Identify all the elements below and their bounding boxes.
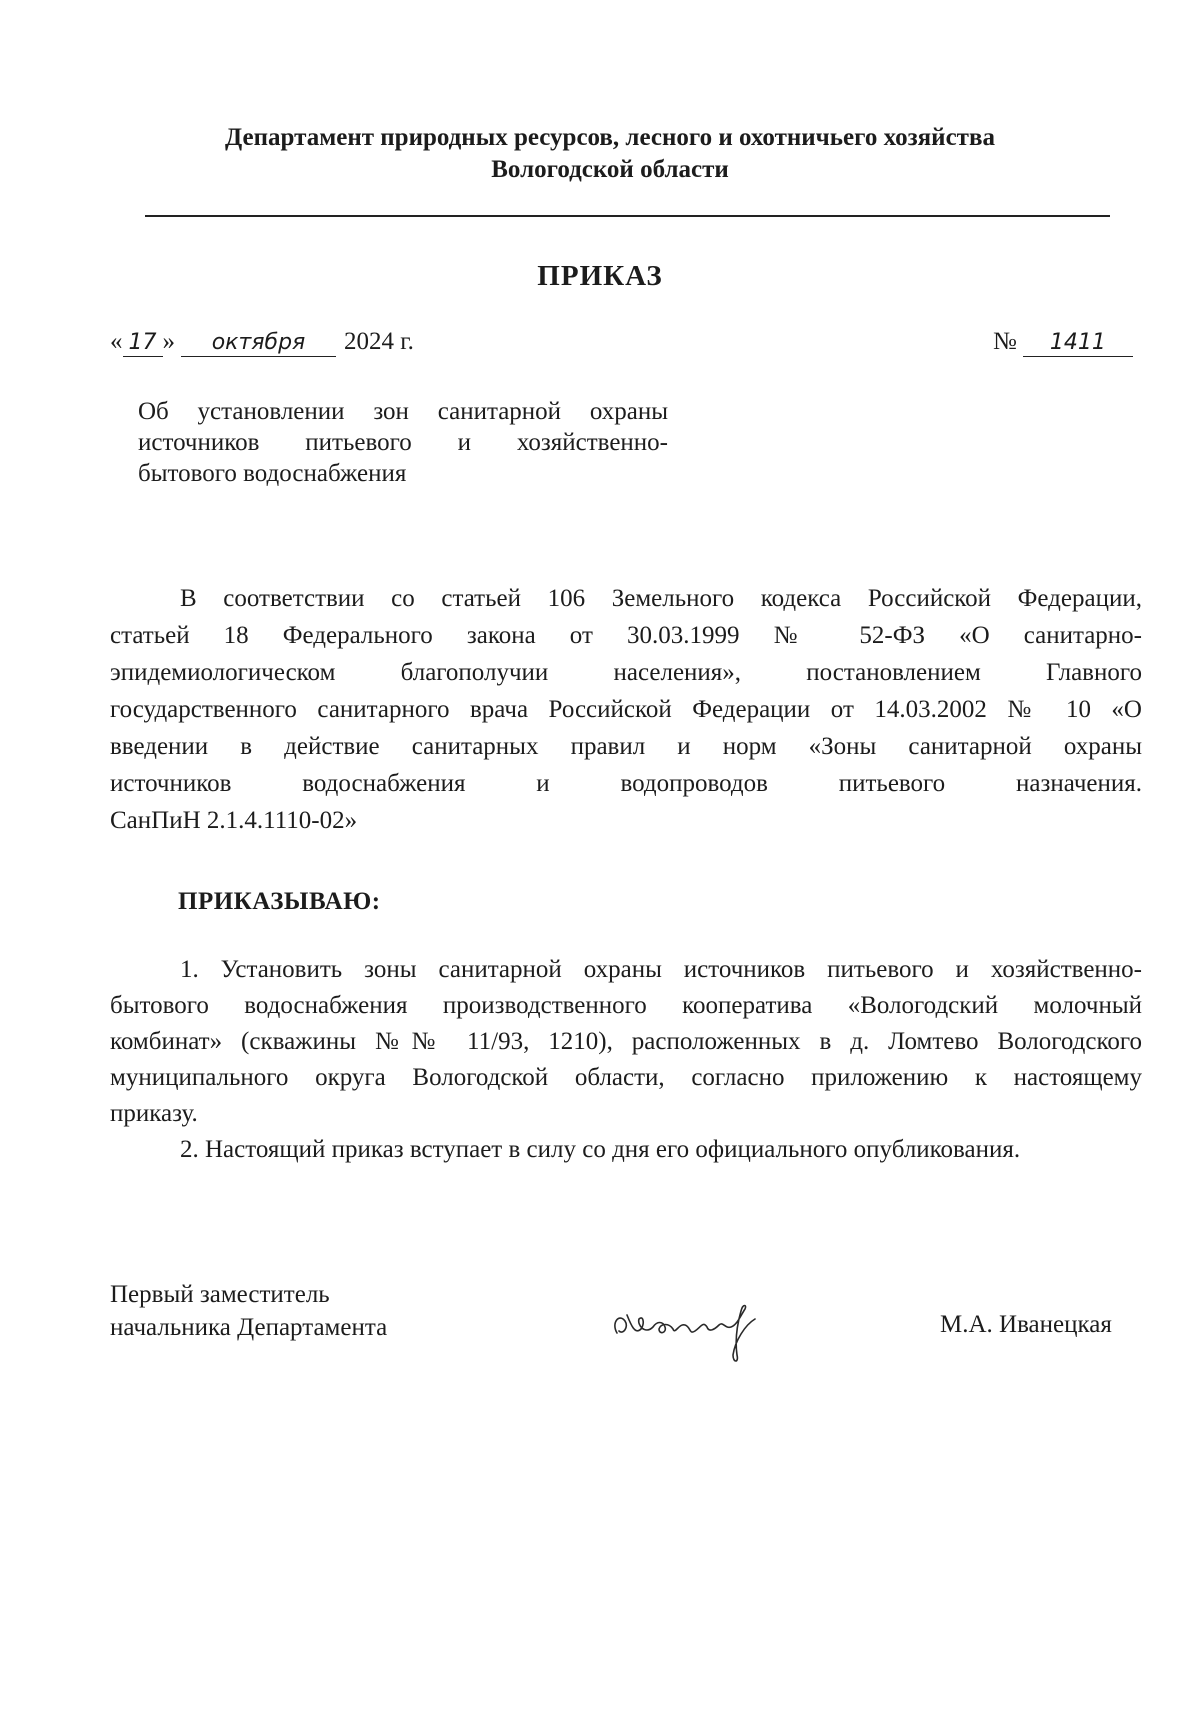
preamble-line: СанПиН 2.1.4.1110-02» [110,807,358,834]
handwritten-month: октября [181,330,336,357]
handwritten-number: 1411 [1023,330,1133,357]
department-name-line2: Вологодской области [491,156,729,183]
item-line: приказу. [110,1100,198,1127]
date-close-quote: » [162,328,175,355]
item-line: комбинат» (скважины №№ 11/93, 1210), расположенных в д. Ломтево Вологодского [110,1028,1142,1055]
number-label: № [993,328,1017,355]
handwritten-day: 17 [123,330,163,357]
signer-position-line1: Первый заместитель [110,1281,330,1308]
document-title: ПРИКАЗ [537,260,663,292]
signer-position-line2: начальника Департамента [110,1314,388,1341]
subject-line: Об установлении зон санитарной охраны [138,398,668,425]
preamble-paragraph [110,580,1142,839]
decree-heading: ПРИКАЗЫВАЮ: [178,888,381,915]
signer-name: М.А. Иванецкая [940,1311,1112,1338]
date-open-quote: « [110,328,123,355]
preamble-line: В соответствии со статьей 106 Земельного кодекса Российской Федерации, [180,585,1142,612]
preamble-line: государственного санитарного врача Российской Федерации от 14.03.2002 № 10 «О [110,696,1142,723]
order-number [993,328,1133,357]
handwritten-signature [605,1285,805,1365]
preamble-line: введении в действие санитарных правил и норм «Зоны санитарной охраны [110,733,1142,760]
item-line: 1. Установить зоны санитарной охраны источников питьевого и хозяйственно- [180,956,1142,983]
preamble-line: эпидемиологическом благополучии населения», постановлением Главного [110,659,1142,686]
signer-position [110,1278,387,1344]
item-line: бытового водоснабжения производственного кооператива «Вологодский молочный [110,992,1142,1019]
order-date [110,328,414,357]
subject-line: источников питьевого и хозяйственно- [138,429,668,456]
department-header [110,122,1110,186]
subject-line: бытового водоснабжения [138,460,407,487]
preamble-line: статьей 18 Федерального закона от 30.03.1999 № 52-ФЗ «О санитарно- [110,622,1142,649]
date-year: 2024 г. [344,328,414,355]
department-name-line1: Департамент природных ресурсов, лесного и охотничьего хозяйства [225,124,995,151]
header-divider [145,215,1110,217]
item-line: муниципального округа Вологодской области, согласно приложению к настоящему [110,1064,1142,1091]
order-items [110,952,1142,1168]
order-subject [138,396,668,489]
preamble-line: источников водоснабжения и водопроводов питьевого назначения. [110,770,1142,797]
item-line: 2. Настоящий приказ вступает в силу со дня его официального опубликования. [180,1136,1021,1163]
